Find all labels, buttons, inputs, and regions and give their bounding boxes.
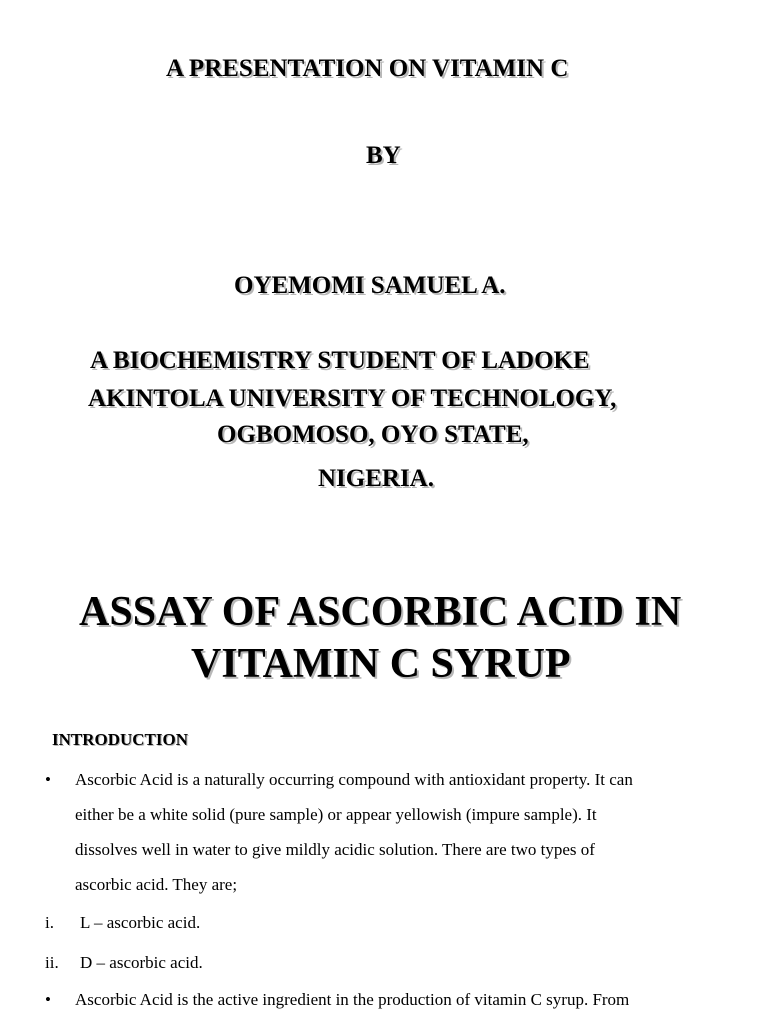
affiliation-line-2: AKINTOLA UNIVERSITY OF TECHNOLOGY, — [88, 385, 617, 412]
main-heading-line-2: VITAMIN C SYRUP — [191, 641, 571, 687]
affiliation-line-1: A BIOCHEMISTRY STUDENT OF LADOKE — [90, 347, 590, 374]
list-marker-2: ii. — [45, 953, 59, 972]
by-label: BY — [366, 142, 401, 169]
bullet-2: • — [45, 990, 51, 1009]
affiliation-line-4: NIGERIA. — [318, 465, 434, 492]
introduction-paragraph-2 — [75, 982, 629, 1017]
affiliation-line-3: OGBOMOSO, OYO STATE, — [217, 421, 529, 448]
list-item-2: D – ascorbic acid. — [80, 953, 203, 972]
introduction-heading: INTRODUCTION — [52, 730, 189, 749]
main-heading-line-1: ASSAY OF ASCORBIC ACID IN — [79, 589, 682, 635]
list-item-1: L – ascorbic acid. — [80, 913, 201, 932]
paragraph-line: Ascorbic Acid is the active ingredient in the production of vitamin C syrup. From — [75, 990, 630, 1009]
paragraph-line: ascorbic acid. They are; — [75, 875, 238, 894]
presentation-title: A PRESENTATION ON VITAMIN C — [166, 55, 569, 82]
paragraph-line: Ascorbic Acid is a naturally occurring compound with antioxidant property. It can — [75, 770, 633, 789]
paragraph-line: dissolves well in water to give mildly acidic solution. There are two types of — [75, 840, 595, 859]
list-marker-1: i. — [45, 913, 54, 932]
paragraph-line: either be a white solid (pure sample) or appear yellowish (impure sample). It — [75, 805, 597, 824]
bullet-1: • — [45, 770, 51, 789]
author-name: OYEMOMI SAMUEL A. — [234, 272, 506, 299]
introduction-paragraph-1 — [75, 762, 633, 902]
